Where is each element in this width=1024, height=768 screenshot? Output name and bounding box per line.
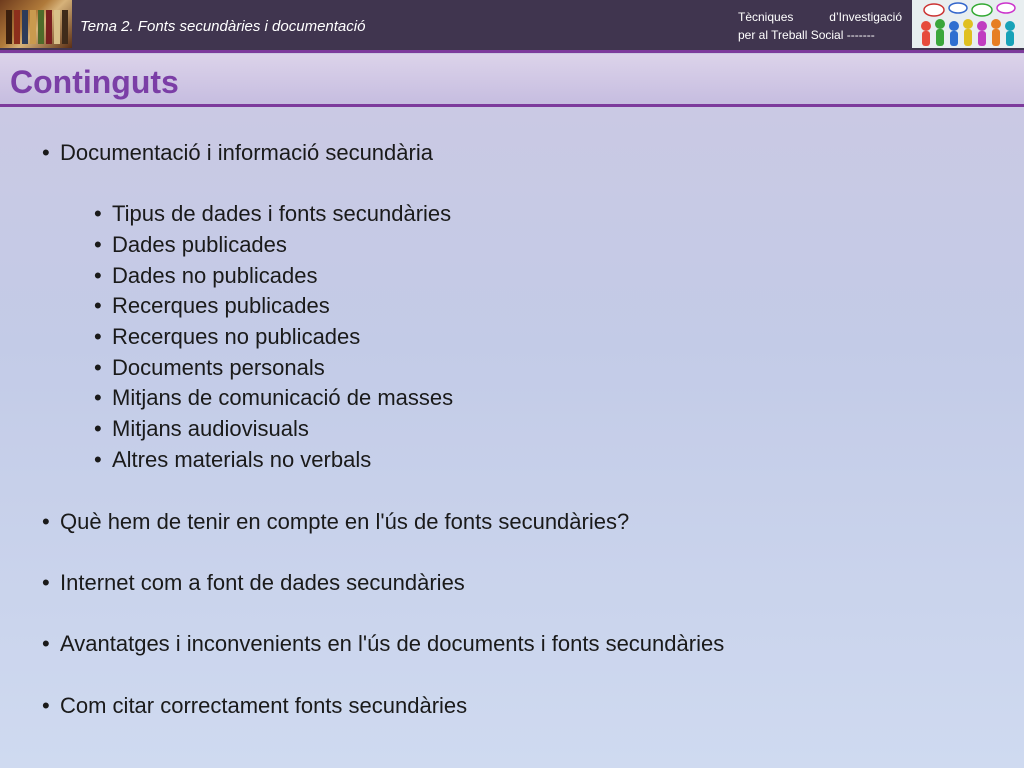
course-title-word2: d’Investigació — [829, 10, 902, 24]
bullet-icon: • — [94, 263, 102, 288]
course-title-line2: per al Treball Social ------- — [738, 28, 875, 42]
books-image — [0, 0, 72, 48]
sub-list-item: • Tipus de dades i fonts secundàries — [94, 201, 452, 226]
bullet-icon: • — [42, 693, 50, 718]
bullet-icon: • — [94, 232, 102, 257]
list-item: • Internet com a font de dades secundàries — [42, 570, 465, 595]
people-speech-bubbles-image — [912, 0, 1024, 48]
bullet-icon: • — [94, 355, 102, 380]
course-title — [738, 8, 902, 44]
list-item: • Què hem de tenir en compte en l'ús de fonts secundàries? — [42, 509, 630, 534]
slide-title: Continguts — [10, 64, 179, 100]
title-band — [0, 54, 1024, 107]
bullet-icon: • — [42, 631, 50, 656]
course-title-word1: Tècniques — [738, 10, 794, 24]
sub-list-item: • Mitjans de comunicació de masses — [94, 385, 454, 410]
bullet-icon: • — [42, 570, 50, 595]
bullet-icon: • — [42, 140, 50, 165]
sub-list-item: • Dades publicades — [94, 232, 287, 257]
presentation-title: Tema 2. Fonts secundàries i documentació — [80, 18, 366, 35]
sub-list-item: • Mitjans audiovisuals — [94, 416, 309, 441]
header-bar — [0, 0, 1024, 53]
sub-list-item: • Documents personals — [94, 355, 325, 380]
sub-list-item: • Altres materials no verbals — [94, 447, 372, 472]
sub-list-item: • Recerques no publicades — [94, 324, 361, 349]
bullet-icon: • — [94, 293, 102, 318]
bullet-icon: • — [42, 509, 50, 534]
bullet-icon: • — [94, 447, 102, 472]
bullet-icon: • — [94, 416, 102, 441]
list-item: • Documentació i informació secundària — [42, 140, 433, 165]
bullet-icon: • — [94, 201, 102, 226]
sub-list-item: • Recerques publicades — [94, 293, 330, 318]
bullet-icon: • — [94, 385, 102, 410]
bullet-icon: • — [94, 324, 102, 349]
list-item: • Com citar correctament fonts secundàries — [42, 693, 468, 718]
list-item: • Avantatges i inconvenients en l'ús de documents i fonts secundàries — [42, 631, 725, 656]
sub-list-item: • Dades no publicades — [94, 263, 318, 288]
